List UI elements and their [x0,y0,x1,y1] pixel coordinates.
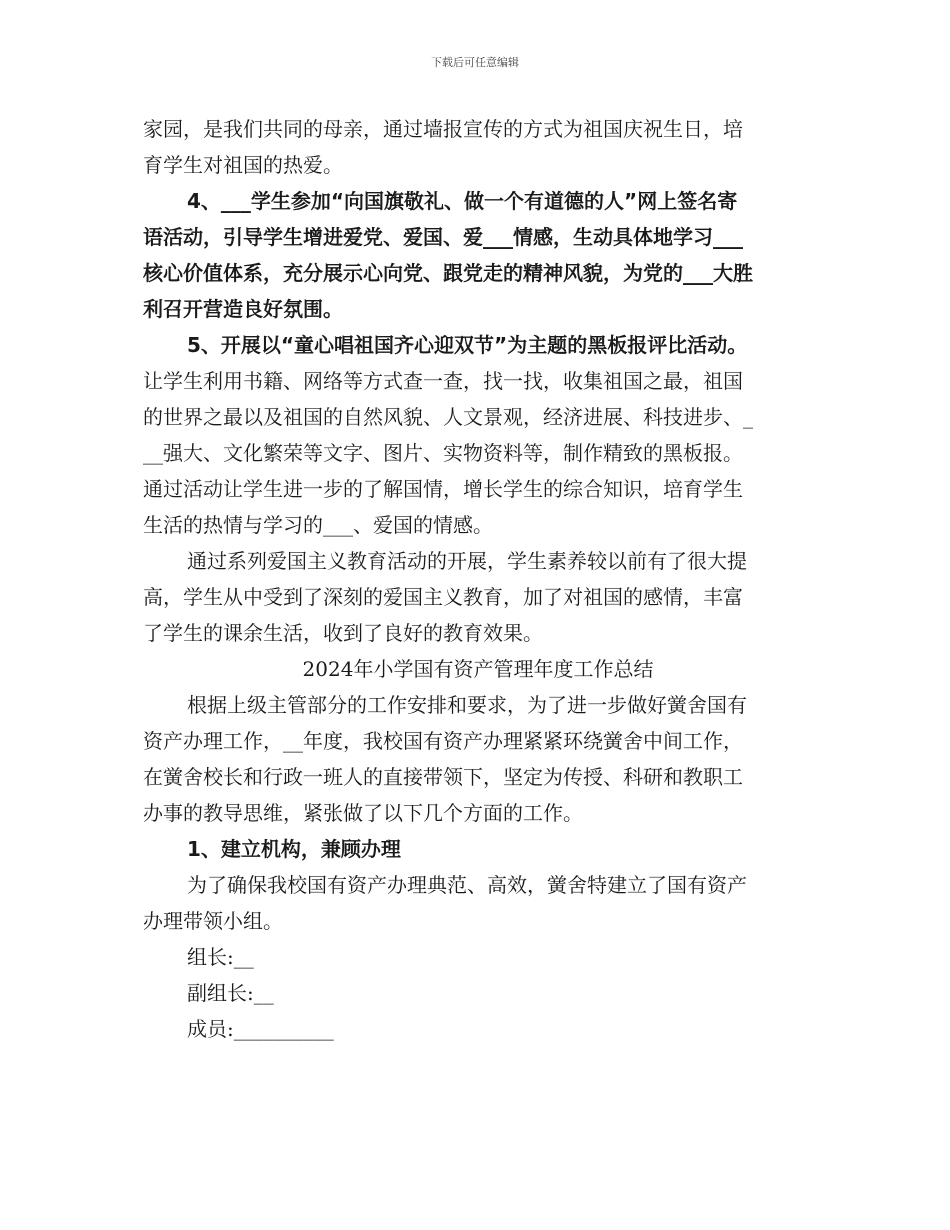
paragraph-line: 资产办理工作，__年度，我校国有资产办理紧紧环绕黉舍中间工作， [143,729,743,753]
paragraph-line: 通过活动让学生进一步的了解国情，增长学生的综合知识，培育学生 [143,477,743,501]
item-5-heading: 5、开展以“童心唱祖国齐心迎双节”为主题的黑板报评比活动。 [187,333,748,357]
paragraph-line: 了学生的课余生活，收到了良好的教育效果。 [143,621,543,645]
paragraph-line: 在黉舍校长和行政一班人的直接带领下，坚定为传授、科研和教职工 [143,765,743,789]
item-4-line: 语活动，引导学生增进爱党、爱国、爱___情感，生动具体地学习___ [143,225,743,249]
paragraph-line: 家园，是我们共同的母亲，通过墙报宣传的方式为祖国庆祝生日，培 [143,117,743,141]
paragraph-line: 为了确保我校国有资产办理典范、高效，黉舍特建立了国有资产 [187,873,747,897]
item-4-line: 4、___学生参加“向国旗敬礼、做一个有道德的人”网上签名寄 [187,189,738,213]
paragraph-line: 生活的热情与学习的___、爱国的情感。 [143,513,493,537]
section-heading: 1、建立机构，兼顾办理 [187,837,401,861]
paragraph-line: 的世界之最以及祖国的自然风貌、人文景观，经济进展、科技进步、_ [143,405,753,429]
document-title: 2024年小学国有资产管理年度工作总结 [302,657,654,681]
download-note: 下载后可任意编辑 [431,56,519,69]
paragraph-line: 办事的教导思维，紧张做了以下几个方面的工作。 [143,801,583,825]
item-4-line: 利召开营造良好氛围。 [143,297,343,321]
paragraph-line: 通过系列爱国主义教育活动的开展，学生素养较以前有了很大提 [187,549,747,573]
paragraph-line: 高，学生从中受到了深刻的爱国主义教育，加了对祖国的感情，丰富 [143,585,743,609]
members-field: 成员:__________ [187,1017,334,1041]
vice-leader-field: 副组长:__ [187,981,274,1005]
paragraph-line: 让学生利用书籍、网络等方式查一查，找一找，收集祖国之最，祖国 [143,369,743,393]
paragraph-line: 根据上级主管部分的工作安排和要求，为了进一步做好黉舍国有 [187,693,747,717]
leader-field: 组长:__ [187,945,254,969]
document-page [143,111,813,1047]
item-4-line: 核心价值体系，充分展示心向党、跟党走的精神风貌，为党的___大胜 [143,261,753,285]
paragraph-line: 办理带领小组。 [143,909,283,933]
paragraph-line: 育学生对祖国的热爱。 [143,153,343,177]
paragraph-line: __强大、文化繁荣等文字、图片、实物资料等，制作精致的黑板报。 [143,441,743,465]
